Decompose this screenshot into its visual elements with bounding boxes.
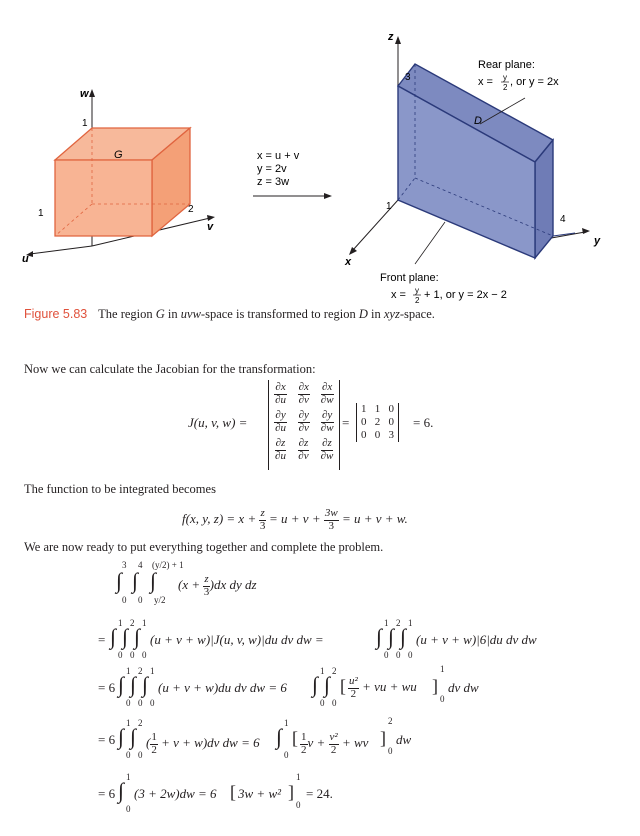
jacobian-determinant <box>268 380 340 470</box>
region-label-d: D <box>474 115 482 127</box>
function-equation: f(x, y, z) = x + $\frac{z}{3}$ = u + v + $\frac{3w}{3}$ = u + v + w. <box>182 507 408 532</box>
rear-plane-eq-pre: x = <box>478 76 493 88</box>
caption-text-2: in <box>167 307 178 321</box>
tick-label-x-1: 1 <box>386 201 392 212</box>
front-plane-pointer <box>415 222 445 264</box>
tick-label-w-1: 1 <box>82 118 88 129</box>
function-mid: = u + v + <box>269 511 321 527</box>
axis-label-x: x <box>345 256 352 268</box>
function-end: = u + v + w. <box>341 511 408 527</box>
jacobian-result: = 6. <box>413 415 434 430</box>
integral-step-2: = 6 1 2 1 ∫ ∫ ∫ 0 0 0 (u + v + w)du dv dw = 6 1 2 ∫ ∫ 0 0 [ $\frac{\text{u²}}{2}$ + vu + wu ] 1 0 dv dw <box>98 664 479 708</box>
axis-label-z: z <box>388 31 394 43</box>
jacobian-row-y: $\frac{\partial y}{\partial u}$ $\frac{\partial y}{\partial v}$ $\frac{\partial y}{\partial w}$ <box>275 409 334 434</box>
caption-g: G <box>155 307 165 321</box>
axis-label-v: v <box>207 221 214 233</box>
transform-eq-1: x = u + v <box>257 150 300 162</box>
axis-label-u: u <box>22 253 29 265</box>
jacobian-row-x: $\frac{\partial x}{\partial u}$ $\frac{\partial x}{\partial v}$ $\frac{\partial x}{\partial w}$ <box>275 381 334 406</box>
rear-plane-eq-post: , or y = 2x <box>510 76 559 88</box>
axis-label-w: w <box>80 88 89 100</box>
figure-caption <box>24 307 435 322</box>
region-d-box <box>398 64 575 258</box>
para-jacobian: Now we can calculate the Jacobian for the transformation: <box>24 362 316 376</box>
caption-d: D <box>358 307 368 321</box>
transform-eq-3: z = 3w <box>257 176 290 188</box>
jacobian-matrix <box>356 403 399 442</box>
tick-label-u-1: 1 <box>38 208 44 219</box>
para-ready: We are now ready to put everything together and complete the problem. <box>24 540 384 554</box>
caption-text-4: in <box>371 307 381 321</box>
tick-label-v-2: 2 <box>188 204 194 215</box>
transform-arrowhead <box>324 193 332 199</box>
front-plane-eq-pre: x = <box>391 289 406 301</box>
final-result: = 24. <box>306 786 333 801</box>
rear-plane-frac-num: y <box>503 73 507 82</box>
matrix-row-2: 0 2 0 <box>361 416 394 428</box>
jacobian-lhs: J(u, v, w) = <box>188 415 248 430</box>
integral-step-4: = 6 1 ∫ 0 (3 + 2w)dw = 6 [ 3w + w² ] 1 0 = 24. <box>98 772 333 814</box>
para-function: The function to be integrated becomes <box>24 482 216 496</box>
jacobian-equals: = <box>342 415 350 430</box>
caption-text-5: -space. <box>399 307 435 321</box>
transform-eq-2: y = 2v <box>257 163 287 175</box>
jacobian-row-z: $\frac{\partial z}{\partial u}$ $\frac{\partial z}{\partial v}$ $\frac{\partial z}{\partial w}$ <box>275 437 334 462</box>
caption-text-1: The region <box>98 307 153 321</box>
matrix-row-1: 1 1 0 <box>361 403 394 415</box>
function-lhs: f(x, y, z) = x + <box>182 511 257 527</box>
rear-plane-title: Rear plane: <box>478 59 535 71</box>
front-plane-eq-post: + 1, or y = 2x − 2 <box>424 289 507 301</box>
front-plane-title: Front plane: <box>380 272 439 284</box>
figure-transformation <box>0 0 640 305</box>
integral-step-3: = 6 1 2 ∫ ∫ 0 0 ( $\frac{1}{2}$ + v + w)dv dw = 6 1 ∫ 0 [ $\frac{1}{2}$ v + $\frac{\text{v²}}{2}$ + wv ] 2 0 dw <box>98 716 412 760</box>
front-plane-frac-num: y <box>415 286 419 295</box>
region-g-box <box>55 128 190 236</box>
caption-text-3: -space is transformed to region <box>200 307 356 321</box>
axis-label-y: y <box>594 235 601 247</box>
matrix-row-3: 0 0 3 <box>361 429 394 441</box>
caption-space-2: xyz <box>383 307 400 321</box>
integral-step-1: = 1 2 1 ∫ ∫ ∫ 0 0 0 (u + v + w)|J(u, v, w)|du dv dw = 1 2 1 ∫ ∫ ∫ 0 0 0 (u + v + w)|6|du dv dw <box>98 618 537 660</box>
tick-label-z-3: 3 <box>405 72 411 83</box>
rear-plane-frac-den: 2 <box>503 83 508 92</box>
region-label-g: G <box>114 149 123 161</box>
front-plane-frac-den: 2 <box>415 296 420 305</box>
figure-number: Figure 5.83 <box>24 307 88 321</box>
tick-label-y-4: 4 <box>560 214 566 225</box>
caption-space-1: uvw <box>180 307 201 321</box>
